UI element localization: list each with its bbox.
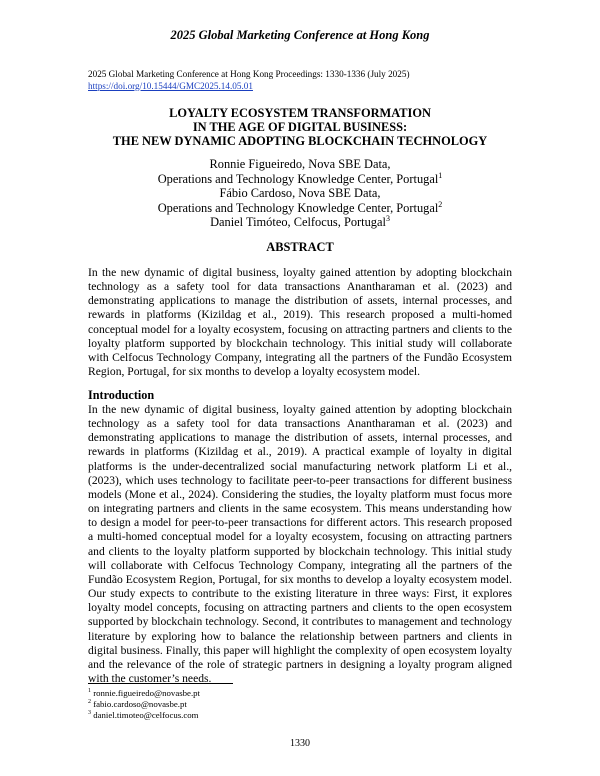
abstract-text: In the new dynamic of digital business, loyalty gained attention by adopting blockchain technology as a safety tool for data transactions Anantharaman et al. (2023) and demonstrating applications to manage the distribution of assets, internal processes, and rewards in platforms (Kizildag et al., 2019). This research proposed a multi-homed conceptual model for a loyalty ecosystem, focusing on attracting partners and clients to the loyalty platform supported by blockchain technology. This initial study will collaborate with Celfocus Technology Company, integrating all the partners of the Fundão Ecosystem Region, Portugal, for six months to develop a loyalty ecosystem model. — [88, 266, 512, 379]
conference-header: 2025 Global Marketing Conference at Hong Kong — [170, 28, 430, 42]
introduction-heading: Introduction — [88, 388, 155, 402]
footnote-mark: 1 — [438, 170, 443, 180]
abstract-heading: ABSTRACT — [266, 240, 334, 254]
author-2-affiliation: Operations and Technology Knowledge Center, Portugal$^2$ — [157, 199, 443, 215]
title-line-1: LOYALTY ECOSYSTEM TRANSFORMATION — [169, 106, 431, 120]
title-line-3: THE NEW DYNAMIC ADOPTING BLOCKCHAIN TECHNOLOGY — [112, 134, 488, 148]
author-1-name: Ronnie Figueiredo, Nova SBE Data, — [209, 157, 391, 171]
page-number: 1330 — [290, 738, 310, 749]
footnote-2: $^2$ fabio.cardoso@novasbe.pt — [88, 699, 187, 709]
footnotes — [88, 688, 200, 721]
paper-title — [0, 106, 600, 148]
proceedings-info — [88, 69, 410, 92]
footnote-mark: 3 — [385, 214, 390, 224]
footnote-3: $^3$ daniel.timoteo@celfocus.com — [88, 710, 199, 720]
proceedings-citation: 2025 Global Marketing Conference at Hong Kong Proceedings: 1330-1336 (July 2025) — [88, 69, 410, 79]
title-line-2: IN THE AGE OF DIGITAL BUSINESS: — [192, 120, 408, 134]
footnote-mark: 2 — [438, 199, 443, 209]
author-2-name: Fábio Cardoso, Nova SBE Data, — [219, 186, 381, 201]
author-1-affiliation: Operations and Technology Knowledge Center, Portugal$^1$ — [157, 170, 443, 186]
doi-link[interactable]: https://doi.org/10.15444/GMC2025.14.05.01 — [88, 80, 253, 91]
author-3-name: Daniel Timóteo, Celfocus, Portugal$^3$ — [210, 214, 390, 230]
footnote-divider — [88, 683, 233, 684]
footnote-1: $^1$ ronnie.figueiredo@novasbe.pt — [88, 688, 200, 698]
author-block — [0, 157, 600, 230]
introduction-text: In the new dynamic of digital business, loyalty gained attention by adopting blockchain technology as a safety tool for data transactions Anantharaman et al. (2023) and demonstrating applications to manage the distribution of assets, internal processes, and rewards in platforms (Kizildag et al., 2019). A practical example of loyalty in digital platforms is the under-decentralized social manufacturing network platform Li et al., (2023), which uses technology to facilitate peer-to-peer transactions for different business models (Mone et al., 2024). Considering the studies, the loyalty platform must focus more on integrating partners and clients in the same ecosystem. This means understanding how to design a model for peer-to-peer transactions for different actors. This research proposed a multi-homed conceptual model for a loyalty ecosystem, focusing on attracting partners and clients to the loyalty platform supported by blockchain technology. This initial study will collaborate with Celfocus Technology Company, integrating all the partners of the Fundão Ecosystem Region, Portugal, for six months to develop a loyalty ecosystem model. Our study expects to contribute to the existing literature in three ways: First, it explores loyalty model concepts, focusing on attracting partners and clients to the open ecosystem supported by blockchain technology. Second, it contributes to management and technology literature by exploring how to balance the relationship between partners and clients in digital business. Finally, this paper will highlight the complexity of open ecosystem loyalty and the relevance of the role of strategic partners in designing a loyalty program aligned with the customer’s needs. — [88, 403, 512, 685]
